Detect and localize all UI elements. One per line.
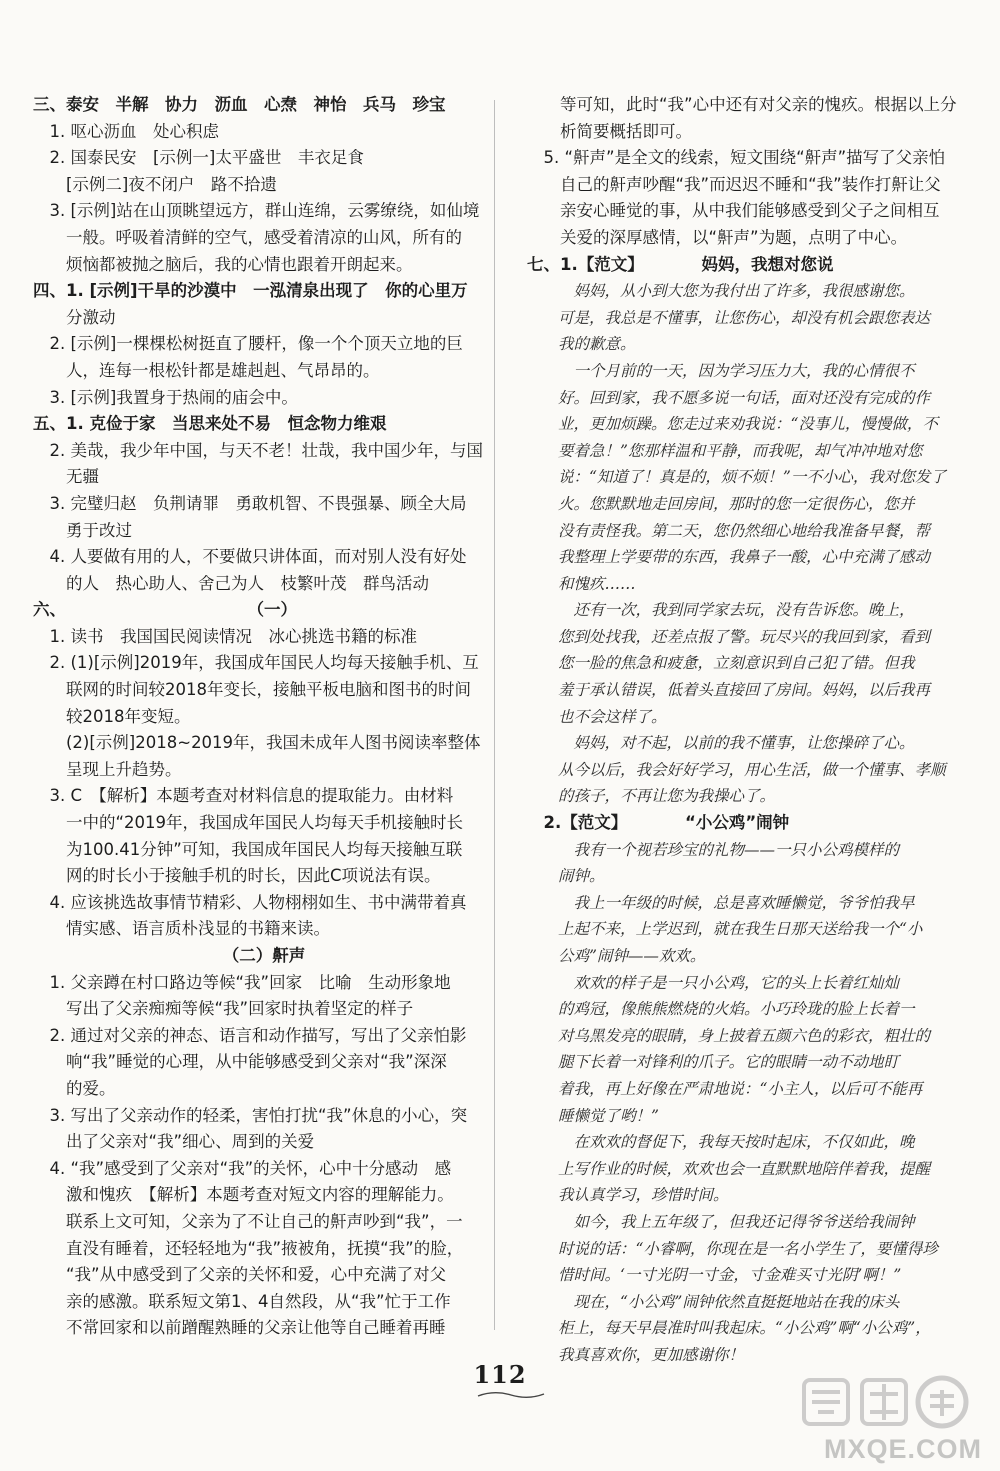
left-column xyxy=(33,92,485,1342)
answer-line: 出了父亲对“我”细心、周到的关爱 xyxy=(33,1132,315,1152)
essay-line: 闹钟。 xyxy=(527,867,605,886)
essay-line: 我的歉意。 xyxy=(527,335,636,354)
answer-line: 烦恼都被抛之脑后，我的心情也跟着开朗起来。 xyxy=(33,254,413,274)
answer-line: 3. [示例]我置身于热闹的庙会中。 xyxy=(33,387,298,407)
essay-line: 说：“知道了！真是的，烦不烦！”一不小心，我对您发了 xyxy=(527,468,946,487)
answer-line: 七、1.【范文】 妈妈，我想对您说 xyxy=(527,254,834,274)
essay-line: 柜上，每天早晨准时叫我起床。“小公鸡”啊“小公鸡”， xyxy=(527,1319,931,1338)
essay-line: 上写作业的时候，欢欢也会一直默默地陪伴着我，提醒 xyxy=(527,1159,931,1178)
watermark xyxy=(790,1372,990,1467)
answer-line: 4. 应该挑选故事情节精彩、人物栩栩如生、书中满带着真 xyxy=(33,892,467,912)
answer-line: 自己的鼾声吵醒“我”而迟迟不睡和“我”装作打鼾让父 xyxy=(527,174,941,194)
answer-line: 关爱的深厚感情，以“鼾声”为题，点明了中心。 xyxy=(527,227,908,247)
essay-line: 的孩子，不再让您为我操心了。 xyxy=(527,787,776,806)
answer-line: 情实感、语言质朴浅显的书籍来读。 xyxy=(33,919,330,939)
essay-line: 和愧疚…… xyxy=(527,574,636,593)
essay-line: 上起不来，上学迟到，就在我生日那天送给我一个“小 xyxy=(527,920,923,939)
essay-line: 火。您默默地走回房间，那时的您一定很伤心，您并 xyxy=(527,494,915,513)
answer-line: “我”从中感受到了父亲的关怀和爱，心中充满了对父 xyxy=(33,1265,447,1285)
page-number-ornament-icon xyxy=(476,1390,546,1400)
essay-line: 的鸡冠，像熊熊燃烧的火焰。小巧玲珑的脸上长着一 xyxy=(527,1000,915,1019)
answer-line: 3. [示例]站在山顶眺望远方，群山连绵，云雾缭绕，如仙境 xyxy=(33,201,480,221)
essay-line: 我真喜欢你，更加感谢你！ xyxy=(527,1345,745,1364)
essay-line: 时说的话：“小睿啊，你现在是一名小学生了，要懂得珍 xyxy=(527,1239,938,1258)
answer-line: 3. 写出了父亲动作的轻柔，害怕打扰“我”休息的小心，突 xyxy=(33,1105,468,1125)
answer-line: 析简要概括即可。 xyxy=(527,121,692,141)
essay-line: 着我，再上好像在严肃地说：“小主人，以后可不能再 xyxy=(527,1079,923,1098)
answer-line: 网的时长小于接触手机的时长，因此C项说法有误。 xyxy=(33,866,441,886)
essay-line: 欢欢的样子是一只小公鸡，它的头上长着红灿灿 xyxy=(527,973,900,992)
essay-line: 我认真学习，珍惜时间。 xyxy=(527,1186,729,1205)
answer-line: 2. 国泰民安 [示例一]太平盛世 丰衣足食 xyxy=(33,148,364,168)
column-divider xyxy=(494,100,495,1330)
answer-line: 为100.41分钟”可知，我国成年国民人均每天接触互联 xyxy=(33,839,463,859)
essay-line: 羞于承认错误，低着头直接回了房间。妈妈，以后我再 xyxy=(527,681,931,700)
answer-line: 写出了父亲痴痴等候“我”回家时执着坚定的样子 xyxy=(33,999,414,1019)
answer-line: 2. (1)[示例]2019年，我国成年国民人均每天接触手机、互 xyxy=(33,653,479,673)
essay-line: 妈妈，对不起，以前的我不懂事，让您操碎了心。 xyxy=(527,734,915,753)
answer-line: 人，连每一根松针都是雄赳赳、气昂昂的。 xyxy=(33,360,380,380)
answer-line: 分激动 xyxy=(33,307,116,327)
answer-line: 2.【范文】 “小公鸡”闹钟 xyxy=(527,813,790,833)
answer-line: 亲的感激。联系短文第1、4自然段，从“我”忙于工作 xyxy=(33,1291,451,1311)
essay-line: 现在，“小公鸡”闹钟依然直挺挺地站在我的床头 xyxy=(527,1292,900,1311)
answer-line: 一般。呼吸着清鲜的空气，感受着清凉的山风，所有的 xyxy=(33,227,462,247)
essay-line: 如今，我上五年级了，但我还记得爷爷送给我闹钟 xyxy=(527,1212,915,1231)
answer-line: [示例二]夜不闭户 路不拾遗 xyxy=(33,174,277,194)
answer-line: (2)[示例]2018~2019年，我国未成年人图书阅读率整体 xyxy=(33,733,481,753)
answer-line: 2. [示例]一棵棵松树挺直了腰杆，像一个个顶天立地的巨 xyxy=(33,334,463,354)
essay-line: 对乌黑发亮的眼睛，身上披着五颜六色的彩衣，粗壮的 xyxy=(527,1026,931,1045)
answer-line: 2. 通过对父亲的神态、语言和动作描写，写出了父亲怕影 xyxy=(33,1025,467,1045)
answer-line: 5. “鼾声”是全文的线索，短文围绕“鼾声”描写了父亲怕 xyxy=(527,148,946,168)
essay-line: 您一脸的焦急和疲惫，立刻意识到自己犯了错。但我 xyxy=(527,654,915,673)
answer-line: 联系上文可知，父亲为了不让自己的鼾声吵到“我”，一 xyxy=(33,1211,463,1231)
essay-line: 好。回到家，我不愿多说一句话，面对还没有完成的作 xyxy=(527,388,931,407)
essay-line: 没有责怪我。第二天，您仍然细心地给我准备早餐，帮 xyxy=(527,521,931,540)
answer-line: 六、 （一） xyxy=(33,600,297,620)
answer-line: 呈现上升趋势。 xyxy=(33,759,182,779)
answer-line: 较2018年变短。 xyxy=(33,706,191,726)
essay-line: 睡懒觉了哟！” xyxy=(527,1106,659,1125)
essay-line: 可是，我总是不懂事，让您伤心，却没有机会跟您表达 xyxy=(527,308,931,327)
answer-line: 勇于改过 xyxy=(33,520,132,540)
answer-line: 一中的“2019年，我国成年国民人均每天手机接触时长 xyxy=(33,813,464,833)
answer-line: 直没有睡着，还轻轻地为“我”掖被角，抚摸“我”的脸， xyxy=(33,1238,464,1258)
answer-line: 1. 读书 我国国民阅读情况 冰心挑选书籍的标准 xyxy=(33,626,417,646)
answer-line: 响“我”睡觉的心理，从中能够感受到父亲对“我”深深 xyxy=(33,1052,447,1072)
essay-line: 腿下长着一对锋利的爪子。它的眼睛一动不动地盯 xyxy=(527,1053,900,1072)
answer-line: 联网的时间较2018年变长，接触平板电脑和图书的时间 xyxy=(33,680,471,700)
essay-line: 我整理上学要带的东西，我鼻子一酸，心中充满了感动 xyxy=(527,548,931,567)
essay-line: 公鸡”闹钟——欢欢。 xyxy=(527,947,706,965)
answer-line: 1. 呕心沥血 处心积虑 xyxy=(33,121,219,141)
answer-line: 四、1. [示例]干旱的沙漠中 一泓清泉出现了 你的心里万 xyxy=(33,281,468,301)
essay-line: 从今以后，我会好好学习，用心生活，做一个懂事、孝顺 xyxy=(527,760,946,779)
essay-line: 也不会这样了。 xyxy=(527,707,667,726)
answer-line: 三、泰安 半解 协力 沥血 心焘 神怡 兵马 珍宝 xyxy=(33,95,446,114)
essay-line: 业，更加烦躁。您走过来劝我说：“没事儿，慢慢做，不 xyxy=(527,415,938,434)
answer-line: 2. 美哉，我少年中国，与天不老！壮哉，我中国少年，与国 xyxy=(33,440,483,460)
essay-line: 一个月前的一天，因为学习压力大，我的心情很不 xyxy=(527,361,915,380)
essay-line: 还有一次，我到同学家去玩，没有告诉您。晚上， xyxy=(527,601,915,620)
answer-line: （二）鼾声 xyxy=(33,946,306,965)
essay-line: 要着急！”您那样温和平静，而我呢，却气冲冲地对您 xyxy=(527,441,923,460)
essay-line: 您到处找我，还差点报了警。玩尽兴的我回到家，看到 xyxy=(527,627,931,646)
essay-line: 在欢欢的督促下，我每天按时起床，不仅如此，晚 xyxy=(527,1133,915,1152)
answer-line: 激和愧疚 【解析】本题考查对短文内容的理解能力。 xyxy=(33,1185,454,1205)
essay-line: 妈妈，从小到大您为我付出了许多，我很感谢您。 xyxy=(527,282,915,301)
answer-line: 五、1. 克俭于家 当思来处不易 恒念物力维艰 xyxy=(33,414,387,434)
answer-line: 等可知，此时“我”心中还有对父亲的愧疚。根据以上分 xyxy=(527,95,957,114)
right-column xyxy=(527,92,972,1369)
answer-line: 无疆 xyxy=(33,467,99,487)
answer-line: 3. 完璧归赵 负荆请罪 勇敢机智、不畏强暴、顾全大局 xyxy=(33,493,467,513)
answer-circle-logo-icon xyxy=(802,1372,972,1430)
answer-line: 4. 人要做有用的人，不要做只讲体面，而对别人没有好处 xyxy=(33,547,467,567)
answer-line: 亲安心睡觉的事，从中我们能够感受到父子之间相互 xyxy=(527,201,940,221)
answer-line: 的爱。 xyxy=(33,1078,116,1098)
essay-line: 惜时间。‘一寸光阴一寸金，寸金难买寸光阴’啊！” xyxy=(527,1266,902,1285)
answer-line: 4. “我”感受到了父亲对“我”的关怀，心中十分感动 感 xyxy=(33,1158,452,1178)
answer-line: 3. C 【解析】本题考查对材料信息的提取能力。由材料 xyxy=(33,786,454,806)
essay-line: 我上一年级的时候，总是喜欢睡懒觉，爷爷怕我早 xyxy=(527,893,915,912)
watermark-url: MXQE.COM xyxy=(823,1434,982,1464)
answer-line: 1. 父亲蹲在村口路边等候“我”回家 比喻 生动形象地 xyxy=(33,972,451,992)
essay-line: 我有一个视若珍宝的礼物——一只小公鸡模样的 xyxy=(527,840,900,859)
answer-line: 的人 热心助人、舍己为人 枝繁叶茂 群鸟活动 xyxy=(33,573,429,593)
page-number: 112 xyxy=(473,1360,527,1389)
answer-line: 不常回家和以前蹭醒熟睡的父亲让他等自己睡着再睡 xyxy=(33,1318,446,1338)
